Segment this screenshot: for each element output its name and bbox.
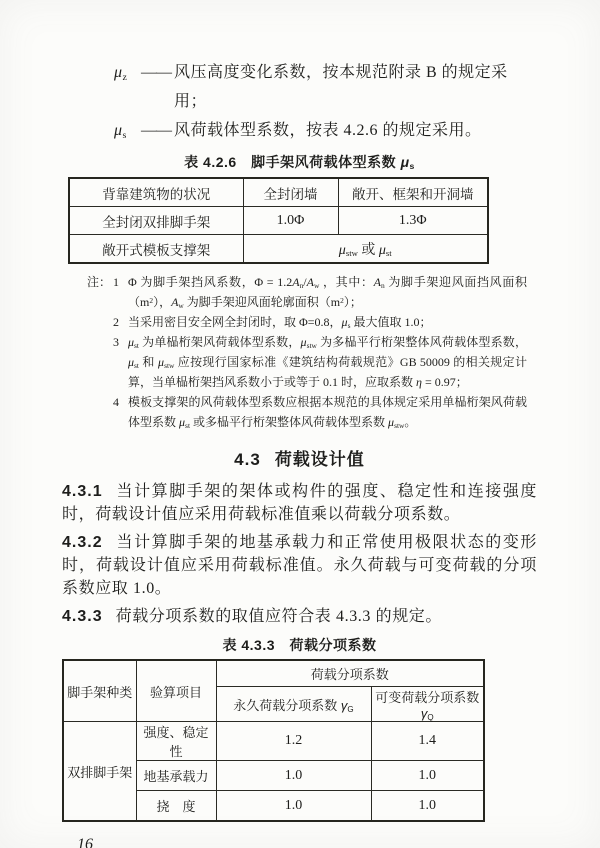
notes-label: 注：: [87, 275, 112, 289]
definition-text-mu-s: 风荷载体型系数，按表 4.2.6 的规定采用。: [174, 122, 482, 139]
table-426-row-open-formwork: [69, 235, 488, 264]
note-number: 2: [113, 315, 119, 329]
t433-header-group: 荷载分项系数: [216, 660, 484, 687]
section-heading: [62, 445, 537, 470]
table-433-row-strength: [63, 722, 484, 761]
definition-dash: ——: [141, 122, 171, 139]
note-item-2: [87, 312, 527, 332]
t433-value-gamma-q-deflection: 1.0: [371, 791, 484, 822]
symbol-definitions: [62, 58, 537, 145]
clause-number: 4.3.3: [62, 608, 103, 625]
t433-header-gamma-q: 可变荷载分项系数 $\gamma_Q$: [371, 687, 484, 722]
clause-text: 当计算脚手架的地基承载力和正常使用极限状态的变形时，荷载设计值应采用荷载标准值。永久荷载与可变荷载的分项系数应取 1.0。: [62, 534, 537, 597]
definition-dash: ——: [141, 64, 171, 81]
clauses: [62, 480, 537, 628]
note-item-4: [87, 392, 527, 432]
t433-item-strength-stability: 强度、稳定性: [136, 722, 216, 761]
t433-group-double-row-scaffold: 双排脚手架: [63, 722, 136, 822]
t426-row2-value: $\mu_{stw}$ 或 $\mu_{st}$: [243, 235, 488, 264]
note-text: $\mu_{st}$ 为单榀桁架风荷载体型系数，$\mu_{stw}$ 为多榀平行桁架整体风荷载体型系数，$\mu_{st}$ 和 $\mu_{stw}$ 应按现行国家标准《建筑结构荷载规范》GB 50009 的相关规定计算，当单榀桁架挡风系数小于或等于 0.1 时，应取系数 η = 0.97；: [128, 335, 527, 389]
clause-text: 荷载分项系数的取值应符合表 4.3.3 的规定。: [115, 608, 442, 625]
t433-item-ground-bearing: 地基承载力: [136, 761, 216, 791]
clause-4-3-2: [62, 531, 537, 600]
definition-mu-z: [114, 58, 537, 116]
t426-header-open-frame-wall: 敞开、框架和开洞墙: [338, 178, 488, 207]
t426-header-backing-condition: 背靠建筑物的状况: [69, 178, 243, 207]
symbol-mu-s: $\mu_s$: [114, 122, 127, 141]
t433-header-scaffold-type: 脚手架种类: [63, 660, 136, 722]
t426-row1-value1: 1.0Φ: [243, 207, 338, 235]
t433-header-gamma-g: 永久荷载分项系数 $\gamma_G$: [216, 687, 371, 722]
clause-number: 4.3.2: [62, 534, 103, 551]
note-item-1: [87, 272, 527, 312]
clause-4-3-1: [62, 480, 537, 526]
notes-label-spacer: [87, 392, 113, 432]
note-text: Φ 为脚手架挡风系数，$\Phi = 1.2A_n/A_w$ ，其中：$A_n$ 为脚手架迎风面挡风面积$(m^2)$，$A_w$ 为脚手架迎风面轮廓面积$(m^2)$；: [128, 275, 527, 311]
t426-row1-value2: 1.3Φ: [338, 207, 488, 235]
t426-row2-label: 敞开式模板支撑架: [69, 235, 243, 264]
t433-value-gamma-g-strength: 1.2: [216, 722, 371, 761]
t426-header-fully-enclosed-wall: 全封闭墙: [243, 178, 338, 207]
table-wind-shape-coefficients: [68, 177, 489, 264]
section-title: 荷载设计值: [274, 450, 365, 469]
clause-number: 4.3.1: [62, 483, 103, 500]
definition-text-mu-z: 风压高度变化系数，按本规范附录 B 的规定采用；: [174, 64, 508, 110]
definition-mu-s: [114, 116, 537, 145]
t433-value-gamma-g-deflection: 1.0: [216, 791, 371, 822]
table-433-caption: 表 4.3.3 荷载分项系数: [222, 637, 377, 653]
table-load-partial-factors: [62, 659, 485, 822]
clause-text: 当计算脚手架的架体或构件的强度、稳定性和连接强度时，荷载设计值应采用荷载标准值乘以荷载分项系数。: [62, 483, 537, 523]
clause-4-3-3: [62, 605, 537, 628]
note-number: 3: [113, 335, 119, 349]
t426-row1-label: 全封闭双排脚手架: [69, 207, 243, 235]
table-426-caption: 表 4.2.6 脚手架风荷载体型系数 $\mu_s$: [184, 154, 415, 172]
notes-label-spacer: [87, 332, 113, 392]
table-426-notes: [62, 272, 537, 432]
note-number: 1: [113, 275, 119, 289]
note-item-3: [87, 332, 527, 392]
table-426-header-row: [69, 178, 488, 207]
t433-value-gamma-g-bearing: 1.0: [216, 761, 371, 791]
note-text: 模板支撑架的风荷载体型系数应根据本规范的具体规定采用单榀桁架风荷载体型系数 $\mu_{st}$ 或多榀平行桁架整体风荷载体型系数 $\mu_{stw}$。: [128, 395, 527, 431]
notes-label-spacer: [87, 312, 113, 332]
table-433-header-row-1: [63, 660, 484, 687]
symbol-mu-z: $\mu_z$: [114, 64, 128, 83]
t433-value-gamma-q-bearing: 1.0: [371, 761, 484, 791]
t433-header-check-item: 验算项目: [136, 660, 216, 722]
note-number: 4: [113, 395, 119, 409]
t433-item-deflection: 挠 度: [136, 791, 216, 822]
t433-value-gamma-q-strength: 1.4: [371, 722, 484, 761]
table-426-row-enclosed-scaffold: [69, 207, 488, 235]
section-number: 4.3: [234, 450, 261, 469]
page-number: 16: [77, 836, 93, 848]
note-text: 当采用密目安全网全封闭时，取 Φ=0.8，$\mu_s$ 最大值取 1.0；: [128, 315, 432, 331]
